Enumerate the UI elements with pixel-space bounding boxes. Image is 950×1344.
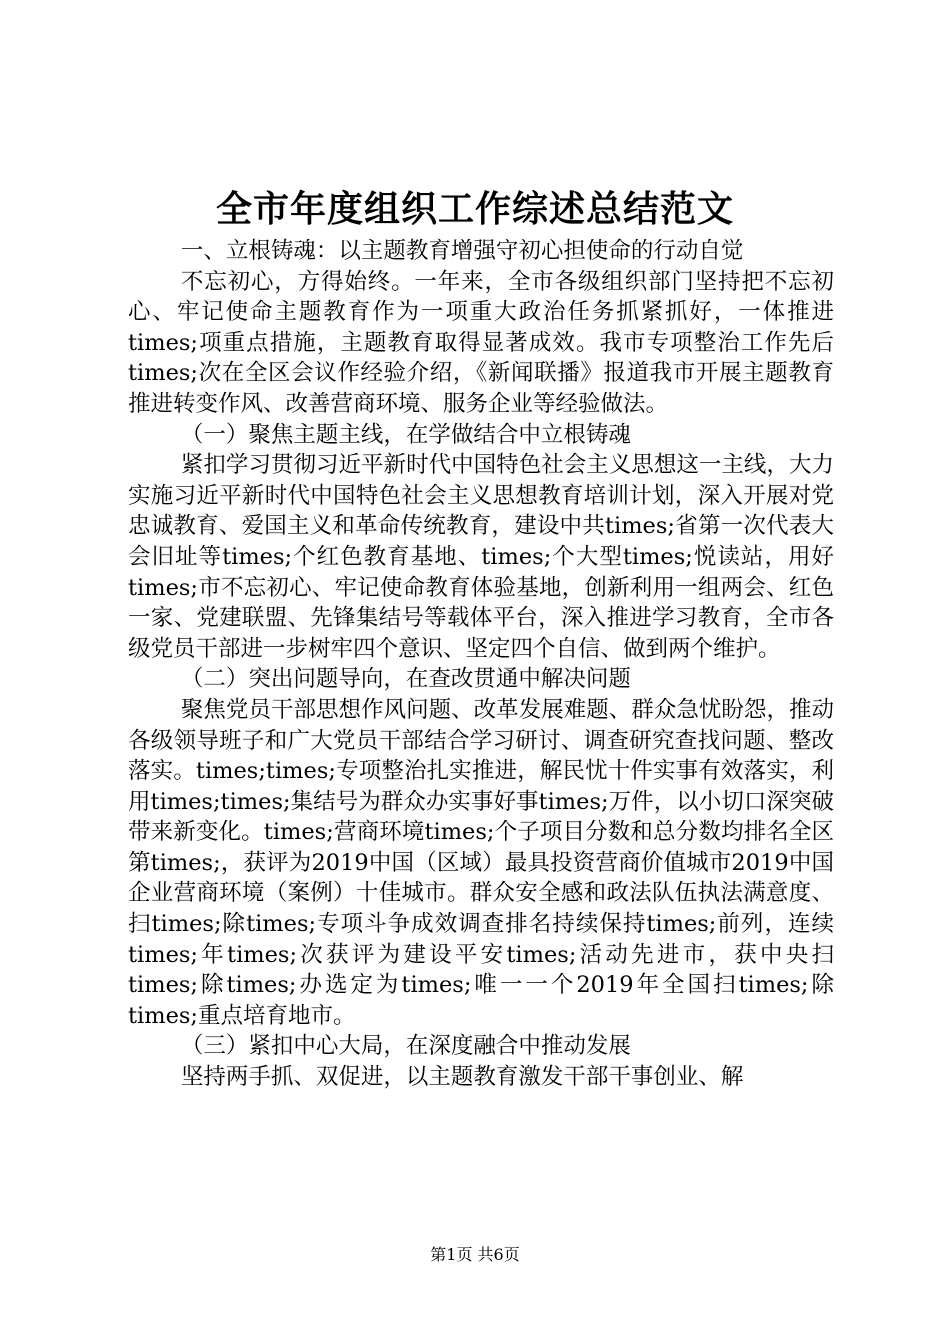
document-body bbox=[128, 236, 834, 1093]
page-number-footer: 第1页 共6页 bbox=[430, 1245, 520, 1264]
body-paragraph-4: 坚持两手抓、双促进，以主题教育激发干部干事创业、解 bbox=[180, 1064, 744, 1091]
body-paragraph-1: 不忘初心，方得始终。一年来，全市各级组织部门坚持把不忘初心、牢记使命主题教育作为一项重大政治任务抓紧抓好，一体推进times;项重点措施，主题教育取得显著成效。我市专项整治工作先后times;次在全区会议作经验介绍，《新闻联播》报道我市开展主题教育推进转变作风、改善营商环境、服务企业等经验做法。 bbox=[128, 268, 834, 417]
subsection-heading-2: （二）突出问题导向，在查改贯通中解决问题 bbox=[180, 666, 631, 693]
subsection-heading-1: （一）聚焦主题主线，在学做结合中立根铸魂 bbox=[180, 421, 631, 448]
section-heading-1: 一、立根铸魂：以主题教育增强守初心担使命的行动自觉 bbox=[180, 238, 744, 264]
body-paragraph-2: 紧扣学习贯彻习近平新时代中国特色社会主义思想这一主线，大力实施习近平新时代中国特色社会主义思想教育培训计划，深入开展对党忠诚教育、爱国主义和革命传统教育，建设中共times;省第一次代表大会旧址等times;个红色教育基地、times;个大型times;悦读站，用好times;市不忘初心、牢记使命教育体验基地，创新利用一组两会、红色一家、党建联盟、先锋集结号等载体平台，深入推进学习教育，全市各级党员干部进一步树牢四个意识、坚定四个自信、做到两个维护。 bbox=[128, 452, 834, 662]
document-title: 全市年度组织工作综述总结范文 bbox=[215, 189, 734, 230]
body-paragraph-3: 聚焦党员干部思想作风问题、改革发展难题、群众急忧盼怨，推动各级领导班子和广大党员干部结合学习研讨、调查研究查找问题、整改落实。times;times;专项整治扎实推进，解民忧十件实事有效落实，利用times;times;集结号为群众办实事好事times;万件，以小切口深突破带来新变化。times;营商环境times;个子项目分数和总分数均排名全区第times;，获评为2019中国（区域）最具投资营商价值城市2019中国企业营商环境（案例）十佳城市。群众安全感和政法队伍执法满意度、扫times;除times;专项斗争成效调查排名持续保持times;前列，连续times;年times;次获评为建设平安times;活动先进市，获中央扫times;除times;办选定为times;唯一一个2019年全国扫times;除times;重点培育地市。 bbox=[128, 696, 834, 1029]
subsection-heading-3: （三）紧扣中心大局，在深度融合中推动发展 bbox=[180, 1033, 631, 1060]
